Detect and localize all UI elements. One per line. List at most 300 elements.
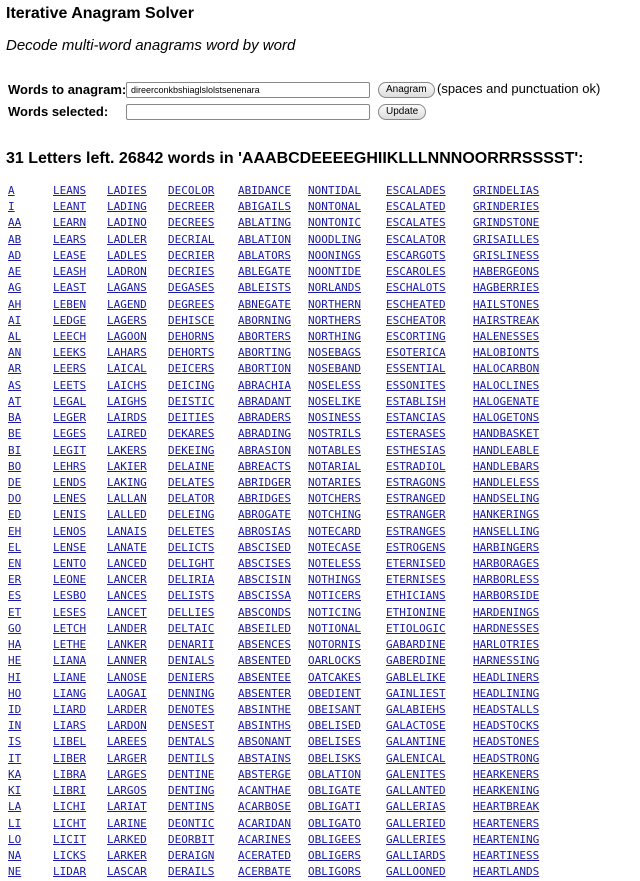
word-link[interactable]: DEORBIT — [168, 832, 215, 846]
word-link[interactable]: DELICTS — [168, 540, 215, 554]
word-link[interactable]: GO — [8, 621, 22, 635]
word-link[interactable]: NOTORNIS — [308, 638, 361, 652]
word-link[interactable]: ABSENTEE — [238, 670, 291, 684]
word-link[interactable]: ESTRAGONS — [386, 475, 446, 489]
word-link[interactable]: HI — [8, 670, 22, 684]
word-link[interactable]: LEGAL — [53, 394, 87, 408]
word-link[interactable]: LEGIT — [53, 443, 87, 457]
word-link[interactable]: IN — [8, 719, 22, 733]
word-link[interactable]: DELATOR — [168, 492, 215, 506]
word-link[interactable]: EL — [8, 540, 22, 554]
word-link[interactable]: LEEKS — [53, 346, 87, 360]
word-link[interactable]: LARGES — [107, 767, 147, 781]
word-link[interactable]: LADLES — [107, 248, 147, 262]
word-link[interactable]: LAIGHS — [107, 394, 147, 408]
word-link[interactable]: ABSTAINS — [238, 751, 291, 765]
word-link[interactable]: GALABIEHS — [386, 703, 446, 716]
word-link[interactable]: ABRIDGES — [238, 492, 291, 506]
word-link[interactable]: ESTRANGED — [386, 492, 446, 506]
word-link[interactable]: LADRON — [107, 265, 147, 279]
word-link[interactable]: DERAIGN — [168, 848, 215, 862]
word-link[interactable]: ESTERASES — [386, 427, 446, 441]
word-link[interactable]: I — [8, 200, 15, 214]
word-link[interactable]: NE — [8, 865, 22, 879]
word-link[interactable]: GRINDERIES — [473, 200, 540, 214]
word-link[interactable]: HA — [8, 638, 22, 652]
word-link[interactable]: NORLANDS — [308, 281, 361, 295]
word-link[interactable]: LEDGE — [53, 313, 87, 327]
word-link[interactable]: ACERATED — [238, 848, 291, 862]
word-link[interactable]: LICKS — [53, 848, 87, 862]
word-link[interactable]: GABERDINE — [386, 654, 446, 668]
word-link[interactable]: OBEISANT — [308, 703, 361, 716]
word-link[interactable]: NOTELESS — [308, 557, 361, 571]
word-link[interactable]: ABRASION — [238, 443, 291, 457]
word-link[interactable]: DENTINS — [168, 800, 215, 814]
word-link[interactable]: DENTALS — [168, 735, 215, 749]
word-link[interactable]: LARDON — [107, 719, 147, 733]
word-link[interactable]: AH — [8, 297, 22, 311]
word-link[interactable]: GALLERIES — [386, 832, 446, 846]
word-link[interactable]: ABLATORS — [238, 248, 291, 262]
word-link[interactable]: GALLERIAS — [386, 800, 446, 814]
word-link[interactable]: LENSE — [53, 540, 87, 554]
word-link[interactable]: HAGBERRIES — [473, 281, 540, 295]
word-link[interactable]: ESCHEATED — [386, 297, 446, 311]
word-link[interactable]: LEGER — [53, 411, 87, 425]
word-link[interactable]: LANOSE — [107, 670, 147, 684]
word-link[interactable]: HEADLINERS — [473, 670, 540, 684]
word-link[interactable]: LAHARS — [107, 346, 147, 360]
word-link[interactable]: NONTONIC — [308, 216, 361, 230]
word-link[interactable]: OARLOCKS — [308, 654, 361, 668]
word-link[interactable]: LADINO — [107, 216, 147, 230]
word-link[interactable]: LAICAL — [107, 362, 147, 376]
word-link[interactable]: LENOS — [53, 524, 87, 538]
word-link[interactable]: ESCHALOTS — [386, 281, 446, 295]
word-link[interactable]: ABRADANT — [238, 394, 291, 408]
word-link[interactable]: ED — [8, 508, 22, 522]
word-link[interactable]: ABSCISED — [238, 540, 291, 554]
word-link[interactable]: LASCAR — [107, 865, 147, 879]
word-link[interactable]: ABORTION — [238, 362, 291, 376]
word-link[interactable]: ABSINTHE — [238, 703, 291, 716]
word-link[interactable]: OBLIGEES — [308, 832, 361, 846]
word-link[interactable]: AT — [8, 394, 22, 408]
word-link[interactable]: OBLIGERS — [308, 848, 361, 862]
word-link[interactable]: DELTAIC — [168, 621, 215, 635]
word-link[interactable]: ABORTERS — [238, 329, 291, 343]
word-link[interactable]: ESCALATOR — [386, 232, 446, 246]
word-link[interactable]: DEGASES — [168, 281, 215, 295]
word-link[interactable]: OATCAKES — [308, 670, 361, 684]
word-link[interactable]: LICIT — [53, 832, 87, 846]
word-link[interactable]: DELLIES — [168, 605, 215, 619]
word-link[interactable]: HEARKENING — [473, 784, 540, 798]
word-link[interactable]: DE — [8, 475, 22, 489]
word-link[interactable]: HARBINGERS — [473, 540, 540, 554]
word-link[interactable]: ER — [8, 573, 22, 587]
word-link[interactable]: LESBO — [53, 589, 87, 603]
word-link[interactable]: HALENESSES — [473, 329, 540, 343]
word-link[interactable]: GABLELIKE — [386, 670, 446, 684]
word-link[interactable]: HEARKENERS — [473, 767, 540, 781]
word-link[interactable]: NORTHERS — [308, 313, 361, 327]
word-link[interactable]: NORTHERN — [308, 297, 361, 311]
word-link[interactable]: LEERS — [53, 362, 87, 376]
word-link[interactable]: ESTANCIAS — [386, 411, 446, 425]
word-link[interactable]: ESSONITES — [386, 378, 446, 392]
word-link[interactable]: LARGOS — [107, 784, 147, 798]
word-link[interactable]: ACANTHAE — [238, 784, 291, 798]
word-link[interactable]: LADLER — [107, 232, 147, 246]
word-link[interactable]: ESCHEATOR — [386, 313, 446, 327]
word-link[interactable]: HEADSTALLS — [473, 703, 540, 716]
word-link[interactable]: LARINE — [107, 816, 147, 830]
word-link[interactable]: ABSTERGE — [238, 767, 291, 781]
word-link[interactable]: BI — [8, 443, 22, 457]
word-link[interactable]: LETHE — [53, 638, 87, 652]
word-link[interactable]: HARNESSING — [473, 654, 540, 668]
word-link[interactable]: ABRADING — [238, 427, 291, 441]
word-link[interactable]: GALLIARDS — [386, 848, 446, 862]
selected-words-input[interactable] — [126, 104, 370, 120]
word-link[interactable]: LAGEND — [107, 297, 147, 311]
word-link[interactable]: HANDLELESS — [473, 475, 540, 489]
word-link[interactable]: LIANA — [53, 654, 87, 668]
word-link[interactable]: LAKIER — [107, 459, 147, 473]
word-link[interactable]: NOSTRILS — [308, 427, 361, 441]
word-link[interactable]: ABLATING — [238, 216, 291, 230]
word-link[interactable]: HALOGETONS — [473, 411, 540, 425]
word-link[interactable]: NOTICING — [308, 605, 361, 619]
word-link[interactable]: LALLED — [107, 508, 147, 522]
anagram-button[interactable]: Anagram — [378, 82, 435, 98]
word-link[interactable]: ACARINES — [238, 832, 291, 846]
word-link[interactable]: DELATES — [168, 475, 215, 489]
word-link[interactable]: ABSEILED — [238, 621, 291, 635]
word-link[interactable]: HARBORSIDE — [473, 589, 540, 603]
word-link[interactable]: DENIERS — [168, 670, 215, 684]
word-link[interactable]: LAKERS — [107, 443, 147, 457]
word-link[interactable]: GALLOONED — [386, 865, 446, 879]
word-link[interactable]: LAOGAI — [107, 686, 147, 700]
word-link[interactable]: LIDAR — [53, 865, 87, 879]
word-link[interactable]: AL — [8, 329, 22, 343]
word-link[interactable]: GRISLINESS — [473, 248, 540, 262]
word-link[interactable]: LIBEL — [53, 735, 87, 749]
word-link[interactable]: DENTILS — [168, 751, 215, 765]
word-link[interactable]: OBLIGORS — [308, 865, 361, 879]
word-link[interactable]: DENNING — [168, 686, 215, 700]
word-link[interactable]: ACARIDAN — [238, 816, 291, 830]
word-link[interactable]: LANDER — [107, 621, 147, 635]
word-link[interactable]: NOODLING — [308, 232, 361, 246]
word-link[interactable]: NOSINESS — [308, 411, 361, 425]
word-link[interactable]: DEICING — [168, 378, 215, 392]
word-link[interactable]: IT — [8, 751, 22, 765]
word-link[interactable]: HEARTENING — [473, 832, 540, 846]
word-link[interactable]: DELISTS — [168, 589, 215, 603]
word-link[interactable]: NOTABLES — [308, 443, 361, 457]
word-link[interactable]: NOSELIKE — [308, 394, 361, 408]
word-link[interactable]: LENTO — [53, 557, 87, 571]
word-link[interactable]: DECRIER — [168, 248, 215, 262]
word-link[interactable]: ESOTERICA — [386, 346, 446, 360]
word-link[interactable]: ABRACHIA — [238, 378, 291, 392]
word-link[interactable]: LEGES — [53, 427, 87, 441]
word-link[interactable]: EN — [8, 557, 22, 571]
word-link[interactable]: LEARN — [53, 216, 87, 230]
word-link[interactable]: DECREER — [168, 200, 215, 214]
word-link[interactable]: ESCARGOTS — [386, 248, 446, 262]
word-link[interactable]: LALLAN — [107, 492, 147, 506]
anagram-input[interactable] — [126, 82, 370, 98]
word-link[interactable]: LANCES — [107, 589, 147, 603]
word-link[interactable]: ESTHESIAS — [386, 443, 446, 457]
word-link[interactable]: LAIRDS — [107, 411, 147, 425]
word-link[interactable]: AR — [8, 362, 22, 376]
word-link[interactable]: ESCALATED — [386, 200, 446, 214]
word-link[interactable]: ABSCISES — [238, 557, 291, 571]
word-link[interactable]: AS — [8, 378, 22, 392]
word-link[interactable]: NOSEBAGS — [308, 346, 361, 360]
word-link[interactable]: HARLOTRIES — [473, 638, 540, 652]
word-link[interactable]: LEASE — [53, 248, 87, 262]
word-link[interactable]: HEARTENERS — [473, 816, 540, 830]
word-link[interactable]: NOTCHERS — [308, 492, 361, 506]
word-link[interactable]: HEARTBREAK — [473, 800, 540, 814]
word-link[interactable]: HEADSTONES — [473, 735, 540, 749]
word-link[interactable]: AD — [8, 248, 22, 262]
word-link[interactable]: LADING — [107, 200, 147, 214]
word-link[interactable]: NOSELESS — [308, 378, 361, 392]
update-button[interactable]: Update — [378, 104, 426, 120]
word-link[interactable]: DEHORNS — [168, 329, 215, 343]
word-link[interactable]: LICHI — [53, 800, 87, 814]
word-link[interactable]: NOTECASE — [308, 540, 361, 554]
word-link[interactable]: LENES — [53, 492, 87, 506]
word-link[interactable]: ABLATION — [238, 232, 291, 246]
word-link[interactable]: ABSINTHS — [238, 719, 291, 733]
word-link[interactable]: HAILSTONES — [473, 297, 540, 311]
word-link[interactable]: ABREACTS — [238, 459, 291, 473]
word-link[interactable]: ESTRANGES — [386, 524, 446, 538]
word-link[interactable]: AG — [8, 281, 22, 295]
word-link[interactable]: DEICERS — [168, 362, 215, 376]
word-link[interactable]: LANAIS — [107, 524, 147, 538]
word-link[interactable]: LIBRA — [53, 767, 87, 781]
word-link[interactable]: NOTECARD — [308, 524, 361, 538]
word-link[interactable]: NOTIONAL — [308, 621, 361, 635]
word-link[interactable]: LEANS — [53, 184, 87, 197]
word-link[interactable]: ABLEGATE — [238, 265, 291, 279]
word-link[interactable]: HEADSTRONG — [473, 751, 540, 765]
word-link[interactable]: NOSEBAND — [308, 362, 361, 376]
word-link[interactable]: LIBRI — [53, 784, 87, 798]
word-link[interactable]: BO — [8, 459, 22, 473]
word-link[interactable]: LENDS — [53, 475, 87, 489]
word-link[interactable]: GAINLIEST — [386, 686, 446, 700]
word-link[interactable]: ABROSIAS — [238, 524, 291, 538]
word-link[interactable]: LIANE — [53, 670, 87, 684]
word-link[interactable]: GALENICAL — [386, 751, 446, 765]
word-link[interactable]: ETHICIANS — [386, 589, 446, 603]
word-link[interactable]: OBLIGATO — [308, 816, 361, 830]
word-link[interactable]: LAGERS — [107, 313, 147, 327]
word-link[interactable]: HALOCARBON — [473, 362, 540, 376]
word-link[interactable]: HE — [8, 654, 22, 668]
word-link[interactable]: ABNEGATE — [238, 297, 291, 311]
word-link[interactable]: GALENITES — [386, 767, 446, 781]
word-link[interactable]: GRINDSTONE — [473, 216, 540, 230]
word-link[interactable]: LESES — [53, 605, 87, 619]
word-link[interactable]: HABERGEONS — [473, 265, 540, 279]
word-link[interactable]: LARDER — [107, 703, 147, 716]
word-link[interactable]: HANDLEABLE — [473, 443, 540, 457]
word-link[interactable]: HEADLINING — [473, 686, 540, 700]
word-link[interactable]: DEGREES — [168, 297, 215, 311]
word-link[interactable]: GRISAILLES — [473, 232, 540, 246]
word-link[interactable]: ABSENCES — [238, 638, 291, 652]
word-link[interactable]: LAIRED — [107, 427, 147, 441]
word-link[interactable]: ABORTING — [238, 346, 291, 360]
word-link[interactable]: ABLEISTS — [238, 281, 291, 295]
word-link[interactable]: LIANG — [53, 686, 87, 700]
word-link[interactable]: GALACTOSE — [386, 719, 446, 733]
word-link[interactable]: HARDENINGS — [473, 605, 540, 619]
word-link[interactable]: HAIRSTREAK — [473, 313, 540, 327]
word-link[interactable]: AE — [8, 265, 22, 279]
word-link[interactable]: DEKARES — [168, 427, 215, 441]
word-link[interactable]: LANKER — [107, 638, 147, 652]
word-link[interactable]: ABRADERS — [238, 411, 291, 425]
word-link[interactable]: GALANTINE — [386, 735, 446, 749]
word-link[interactable]: LIARS — [53, 719, 87, 733]
word-link[interactable]: ETIOLOGIC — [386, 621, 446, 635]
word-link[interactable]: ESTROGENS — [386, 540, 446, 554]
word-link[interactable]: ACARBOSE — [238, 800, 291, 814]
word-link[interactable]: DEISTIC — [168, 394, 215, 408]
word-link[interactable]: NOTCHING — [308, 508, 361, 522]
word-link[interactable]: ABORNING — [238, 313, 291, 327]
word-link[interactable]: ABSCONDS — [238, 605, 291, 619]
word-link[interactable]: LAGANS — [107, 281, 147, 295]
word-link[interactable]: DENTING — [168, 784, 215, 798]
word-link[interactable]: ABRIDGER — [238, 475, 291, 489]
word-link[interactable]: DEITIES — [168, 411, 215, 425]
word-link[interactable]: ESCAROLES — [386, 265, 446, 279]
word-link[interactable]: OBELISKS — [308, 751, 361, 765]
word-link[interactable]: LARIAT — [107, 800, 147, 814]
word-link[interactable]: HANDBASKET — [473, 427, 540, 441]
word-link[interactable]: OBLIGATI — [308, 800, 361, 814]
word-link[interactable]: HEARTINESS — [473, 848, 540, 862]
word-link[interactable]: ESCALATES — [386, 216, 446, 230]
word-link[interactable]: LIBER — [53, 751, 87, 765]
word-link[interactable]: LEECH — [53, 329, 87, 343]
word-link[interactable]: ETERNISES — [386, 573, 446, 587]
word-link[interactable]: DENIALS — [168, 654, 215, 668]
word-link[interactable]: HEARTLANDS — [473, 865, 540, 879]
word-link[interactable]: AA — [8, 216, 22, 230]
word-link[interactable]: LEANT — [53, 200, 87, 214]
word-link[interactable]: LA — [8, 800, 22, 814]
word-link[interactable]: DENARII — [168, 638, 215, 652]
word-link[interactable]: NOONINGS — [308, 248, 361, 262]
word-link[interactable]: LAKING — [107, 475, 147, 489]
word-link[interactable]: OBEDIENT — [308, 686, 361, 700]
word-link[interactable]: ESTRADIOL — [386, 459, 446, 473]
word-link[interactable]: GALLERIED — [386, 816, 446, 830]
word-link[interactable]: ABROGATE — [238, 508, 291, 522]
word-link[interactable]: DO — [8, 492, 22, 506]
word-link[interactable]: DELIGHT — [168, 557, 215, 571]
word-link[interactable]: LENIS — [53, 508, 87, 522]
word-link[interactable]: NONTIDAL — [308, 184, 361, 197]
word-link[interactable]: LEASH — [53, 265, 87, 279]
word-link[interactable]: LO — [8, 832, 22, 846]
word-link[interactable]: DECREES — [168, 216, 215, 230]
word-link[interactable]: ABIDANCE — [238, 184, 291, 197]
word-link[interactable]: EH — [8, 524, 22, 538]
word-link[interactable]: DELETES — [168, 524, 215, 538]
word-link[interactable]: HALOBIONTS — [473, 346, 540, 360]
word-link[interactable]: DENTINE — [168, 767, 215, 781]
word-link[interactable]: ID — [8, 703, 22, 716]
word-link[interactable]: LANCED — [107, 557, 147, 571]
word-link[interactable]: HANDSELING — [473, 492, 540, 506]
word-link[interactable]: NOTHINGS — [308, 573, 361, 587]
word-link[interactable]: DECRIAL — [168, 232, 215, 246]
word-link[interactable]: ES — [8, 589, 22, 603]
word-link[interactable]: NONTONAL — [308, 200, 361, 214]
word-link[interactable]: NOTARIES — [308, 475, 361, 489]
word-link[interactable]: LAREES — [107, 735, 147, 749]
word-link[interactable]: AB — [8, 232, 22, 246]
word-link[interactable]: OBLATION — [308, 767, 361, 781]
word-link[interactable]: DEHISCE — [168, 313, 215, 327]
word-link[interactable]: LEONE — [53, 573, 87, 587]
word-link[interactable]: NOTARIAL — [308, 459, 361, 473]
word-link[interactable]: ESTABLISH — [386, 394, 446, 408]
word-link[interactable]: DELIRIA — [168, 573, 215, 587]
word-link[interactable]: LAICHS — [107, 378, 147, 392]
word-link[interactable]: HANSELLING — [473, 524, 540, 538]
word-link[interactable]: HARBORAGES — [473, 557, 540, 571]
word-link[interactable]: DEHORTS — [168, 346, 215, 360]
word-link[interactable]: BE — [8, 427, 22, 441]
word-link[interactable]: HARBORLESS — [473, 573, 540, 587]
word-link[interactable]: DENOTES — [168, 703, 215, 716]
word-link[interactable]: ETERNISED — [386, 557, 446, 571]
word-link[interactable]: HEADSTOCKS — [473, 719, 540, 733]
word-link[interactable]: HALOGENATE — [473, 394, 540, 408]
word-link[interactable]: NA — [8, 848, 22, 862]
word-link[interactable]: AI — [8, 313, 22, 327]
word-link[interactable]: ESCORTING — [386, 329, 446, 343]
word-link[interactable]: KA — [8, 767, 22, 781]
word-link[interactable]: LICHT — [53, 816, 87, 830]
word-link[interactable]: ETHIONINE — [386, 605, 446, 619]
word-link[interactable]: LANATE — [107, 540, 147, 554]
word-link[interactable]: LANCER — [107, 573, 147, 587]
word-link[interactable]: OBELISES — [308, 735, 361, 749]
word-link[interactable]: ABSENTED — [238, 654, 291, 668]
word-link[interactable]: AN — [8, 346, 22, 360]
word-link[interactable]: LARKED — [107, 832, 147, 846]
word-link[interactable]: ABSENTER — [238, 686, 291, 700]
